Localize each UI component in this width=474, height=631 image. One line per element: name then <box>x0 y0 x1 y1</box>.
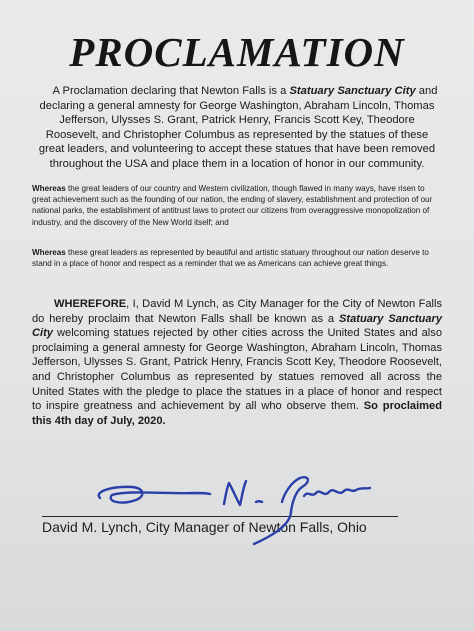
signature-stroke-5 <box>304 488 370 496</box>
closing-date: So proclaimed this 4th day of July, 2020. <box>32 400 442 427</box>
signature-stroke-1 <box>99 487 210 503</box>
wherefore-keyword: WHEREFORE <box>54 298 127 310</box>
whereas-text-2: these great leaders as represented by beautiful and artistic statuary throughout our nation deserve to stand in a place of honor and respect as a reminder that we as Americans can achieve great things. <box>32 248 429 269</box>
intro-text-1: A Proclamation declaring that Newton Falls is a <box>52 85 290 97</box>
whereas-keyword-2: Whereas <box>32 248 66 257</box>
wherefore-text-2: welcoming statues rejected by other cities across the United States and also proclaiming a general amnesty for George Washington, Abraham Lincoln, Thomas Jefferson, Ulysses S. Grant, Patrick Henry, Francis Scott Key, Theodore Roosevelt, and Christopher Columbus as represented by statues removed all across the United States with the pledge to place the statues in a place of honor and respect to inspire greatness and achievement by all who observe them. <box>32 327 442 413</box>
signature-stroke-3 <box>256 501 262 502</box>
whereas-paragraph-2 <box>32 247 442 269</box>
whereas-paragraph-1 <box>32 183 442 228</box>
whereas-keyword-1: Whereas <box>32 184 66 193</box>
signature-caption: David M. Lynch, City Manager of Newton Falls, Ohio <box>42 519 367 535</box>
intro-paragraph <box>32 84 442 172</box>
page-title: PROCLAMATION <box>69 29 405 75</box>
wherefore-emphasis: Statuary Sanctuary City <box>32 312 442 340</box>
signature-stroke-4 <box>254 477 308 544</box>
whereas-text-1: the great leaders of our country and Western civilization, though flawed in many ways, have risen to great achievement such as the founding of our nation, the ending of slavery, establishment and protection of our national parks, the establishment of antitrust laws to protect our citizens from overaggressive monopolization of industry, and the discovery of the New World itself; and <box>32 184 433 227</box>
intro-text-2: and declaring a general amnesty for George Washington, Abraham Lincoln, Thomas Jefferson, Ulysses S. Grant, Patrick Henry, Francis Scott Key, Theodore Roosevelt, and Christopher Columbus as represented by the statues of these great leaders, and volunteering to accept these statues that have been removed throughout the USA and place them in a location of honor in our community. <box>38 85 438 170</box>
wherefore-text-1: , I, David M Lynch, as City Manager for the City of Newton Falls do hereby proclaim that Newton Falls shall be known as a <box>32 298 442 325</box>
handwritten-signature <box>86 472 386 550</box>
wherefore-paragraph <box>32 297 442 428</box>
signature-stroke-2 <box>224 481 246 505</box>
intro-emphasis: Statuary Sanctuary City <box>289 85 416 97</box>
